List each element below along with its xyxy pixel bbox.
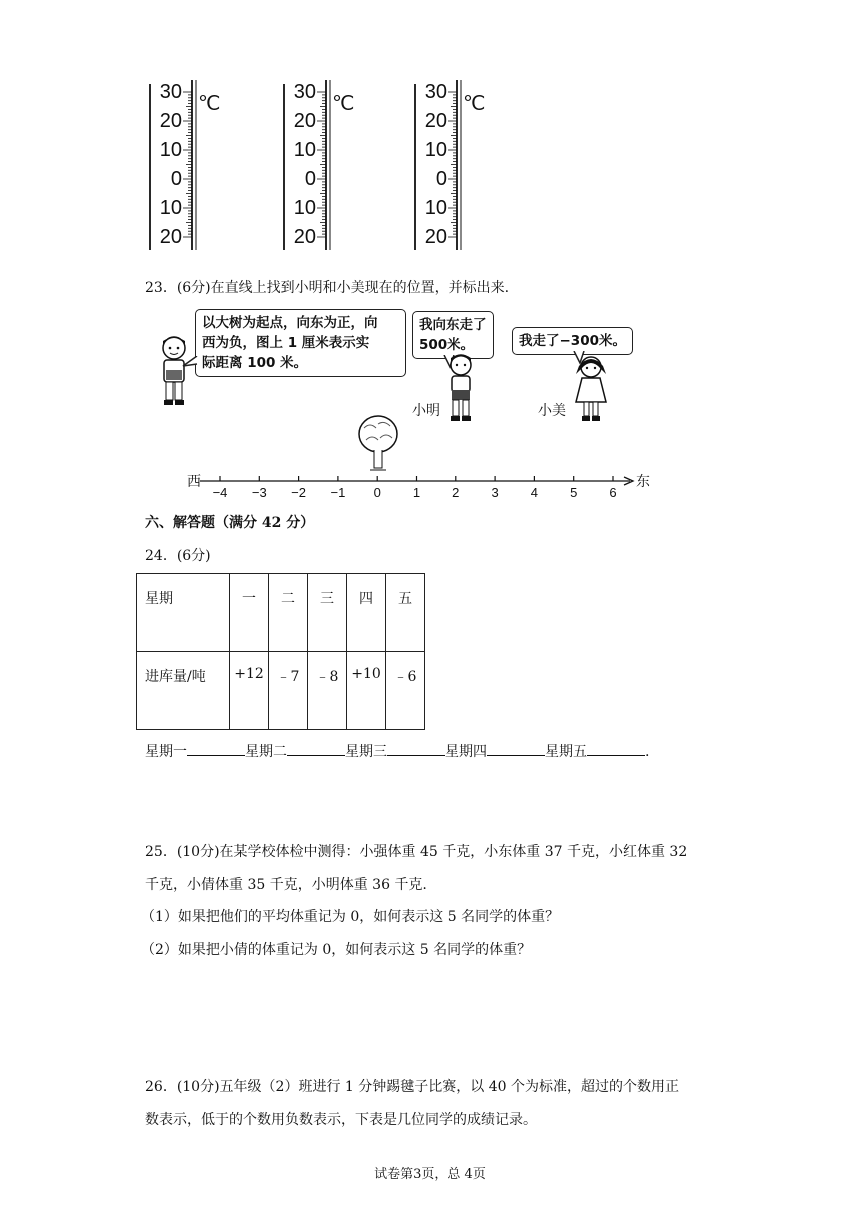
thermometer-tick-label: 10 [424,139,447,161]
answer-label: 星期三 [345,744,387,760]
speech-bubble-teacher [195,309,406,377]
thermometer-tick-label: 0 [435,168,447,190]
celsius-unit: ℃ [332,93,355,115]
thermometer-tick-label: 10 [293,139,316,161]
number-line-tick-label: 1 [412,485,421,500]
table-cell-value: +12 [230,652,269,730]
label-east: 东 [636,474,650,490]
table-header-stock: 进库量/吨 [137,652,230,730]
thermometer-tick-label: 20 [424,110,447,132]
bubble-teacher-line-1: 以大树为起点，向东为正，向 [202,315,378,331]
table-row [137,652,425,730]
label-xiaoming: 小明 [412,403,440,419]
boy-teacher-figure [154,334,194,410]
label-west: 西 [187,474,201,490]
number-line-tick-label: 6 [609,485,617,500]
thermometer-2 [282,80,355,252]
question-23-prompt: 23．(6分)在直线上找到小明和小美现在的位置，并标出来. [145,280,510,296]
thermometer-tick-label: 30 [159,81,182,103]
table-row [137,574,425,652]
table-cell-day: 四 [347,574,386,652]
question-25-line-1: 25．(10分)在某学校体检中测得：小强体重 45 千克，小东体重 37 千克，小红体重 32 [145,844,688,860]
thermometer-3 [413,80,486,252]
thermometer-tick-label: 10 [159,197,182,219]
thermometer-tick-label: 20 [424,226,447,248]
thermometer-tick-label: 10 [293,197,316,219]
number-line-tick-label: 2 [452,485,460,500]
number-line-tick-label: 5 [570,485,578,500]
table-cell-value: ﹣6 [386,652,425,730]
thermometer-scale [148,80,228,252]
stock-table [136,573,425,730]
xiaomei-figure [570,354,612,424]
thermometer-tick-label: 0 [304,168,316,190]
question-25-sub-1: （1）如果把他们的平均体重记为 0，如何表示这 5 名同学的体重？ [141,909,560,925]
answer-blank[interactable] [187,741,245,756]
celsius-unit: ℃ [198,93,221,115]
question-24-prompt: 24．(6分) [145,548,211,564]
bubble-teacher-pointer [181,356,199,370]
number-line-tick-label: −3 [251,485,267,500]
table-cell-value: +10 [347,652,386,730]
answer-blank[interactable] [387,741,445,756]
answer-blank[interactable] [287,741,345,756]
answer-label: 星期二 [245,744,287,760]
answer-blank[interactable] [587,741,645,756]
answer-label: 星期一 [145,744,187,760]
celsius-unit: ℃ [463,93,486,115]
table-cell-value: ﹣8 [308,652,347,730]
tree-icon [356,414,402,472]
number-line-tick-label: 0 [373,485,381,500]
page-footer: 试卷第3页，总 4页 [374,1167,486,1182]
number-line-tick-label: −4 [212,485,228,500]
question-26-line-2: 数表示，低于的个数用负数表示，下表是几位同学的成绩记录。 [145,1112,537,1128]
bubble-teacher-line-3: 际距离 100 米。 [202,355,308,371]
question-25-line-2: 千克，小倩体重 35 千克，小明体重 36 千克. [145,877,427,893]
thermometer-tick-label: 30 [424,81,447,103]
number-line-tick-label: 3 [491,485,499,500]
number-line [200,470,636,506]
answer-end: . [645,744,650,760]
number-line-tick-label: −1 [330,485,346,500]
thermometer-tick-label: 20 [159,226,182,248]
label-xiaomei: 小美 [538,403,566,419]
thermometer-tick-label: 0 [170,168,182,190]
question-26-line-1: 26．(10分)五年级（2）班进行 1 分钟踢毽子比赛，以 40 个为标准，超过的个数用正 [145,1079,679,1095]
answer-label: 星期四 [445,744,487,760]
bubble-xiaoming-line-2: 500米。 [419,337,475,353]
answer-label: 星期五 [545,744,587,760]
table-cell-day: 五 [386,574,425,652]
thermometer-tick-label: 20 [159,110,182,132]
question-25-sub-2: （2）如果把小倩的体重记为 0，如何表示这 5 名同学的体重？ [141,942,532,958]
thermometer-tick-label: 20 [293,226,316,248]
thermometer-1 [148,80,221,252]
xiaoming-figure [444,352,478,422]
thermometer-tick-label: 10 [424,197,447,219]
table-header-weekday: 星期 [137,574,230,652]
thermometer-scale [282,80,362,252]
bubble-teacher-line-2: 西为负，图上 1 厘米表示实 [202,335,370,351]
answer-line [145,741,649,762]
number-line-tick-label: 4 [530,485,539,500]
table-cell-day: 一 [230,574,269,652]
number-line-tick-label: −2 [291,485,307,500]
thermometer-scale [413,80,493,252]
section-heading: 六、解答题（满分 42 分） [145,515,315,531]
thermometer-tick-label: 10 [159,139,182,161]
thermometer-tick-label: 30 [293,81,316,103]
answer-blank[interactable] [487,741,545,756]
table-cell-day: 三 [308,574,347,652]
table-cell-day: 二 [269,574,308,652]
bubble-xiaoming-line-1: 我向东走了 [419,317,487,333]
thermometer-tick-label: 20 [293,110,316,132]
speech-bubble-xiaomei: 我走了−300米。 [512,327,633,355]
table-cell-value: ﹣7 [269,652,308,730]
